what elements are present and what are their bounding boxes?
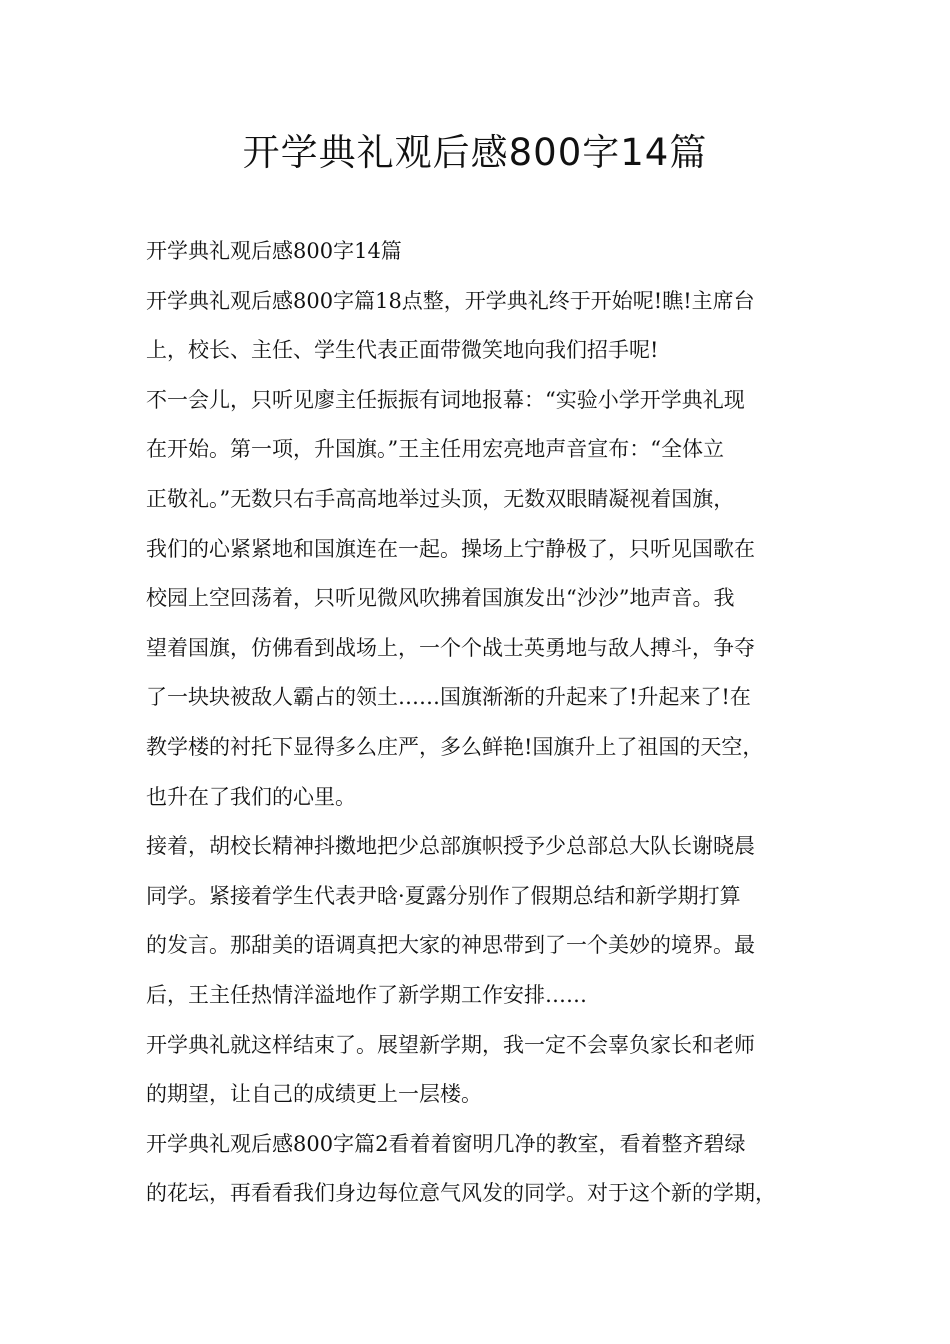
text-line: 校园上空回荡着，只听见微风吹拂着国旗发出“沙沙”地声音。我 xyxy=(146,586,735,611)
text-line: 开学典礼观后感800字篇2看着着窗明几净的教室，看着整齐碧绿 xyxy=(146,1131,746,1156)
text-line: 开学典礼观后感800字14篇 xyxy=(146,239,402,263)
document-body xyxy=(146,227,814,1219)
text-line: 后，王主任热情洋溢地作了新学期工作安排…… xyxy=(146,982,587,1007)
text-line: 教学楼的衬托下显得多么庄严，多么鲜艳!国旗升上了祖国的天空， xyxy=(146,734,764,759)
text-line: 在开始。第一项，升国旗。”王主任用宏亮地声音宣布：“全体立 xyxy=(146,437,724,462)
text-line: 也升在了我们的心里。 xyxy=(146,784,356,809)
text-line: 同学。紧接着学生代表尹晗·夏露分别作了假期总结和新学期打算 xyxy=(146,883,741,908)
text-line: 我们的心紧紧地和国旗连在一起。操场上宁静极了，只听见国歌在 xyxy=(146,536,755,561)
text-line: 的期望，让自己的成绩更上一层楼。 xyxy=(146,1082,482,1107)
text-line: 开学典礼就这样结束了。展望新学期，我一定不会辜负家长和老师 xyxy=(146,1032,755,1057)
text-line: 的花坛，再看看我们身边每位意气风发的同学。对于这个新的学期， xyxy=(146,1181,776,1206)
text-line: 了一块块被敌人霸占的领土……国旗渐渐的升起来了!升起来了!在 xyxy=(146,685,751,710)
text-line: 上，校长、主任、学生代表正面带微笑地向我们招手呢! xyxy=(146,338,659,363)
text-line: 不一会儿，只听见廖主任振振有词地报幕：“实验小学开学典礼现 xyxy=(146,387,745,412)
text-line: 的发言。那甜美的语调真把大家的神思带到了一个美妙的境界。最 xyxy=(146,933,755,958)
text-line: 正敬礼。”无数只右手高高地举过头顶，无数双眼睛凝视着国旗， xyxy=(146,486,735,511)
document-title: 开学典礼观后感800字14篇 xyxy=(242,131,708,174)
text-line: 接着，胡校长精神抖擞地把少总部旗帜授予少总部总大队长谢晓晨 xyxy=(146,834,755,859)
text-line: 望着国旗，仿佛看到战场上，一个个战士英勇地与敌人搏斗，争夺 xyxy=(146,635,755,660)
text-line: 开学典礼观后感800字篇18点整，开学典礼终于开始呢!瞧!主席台 xyxy=(146,288,755,313)
